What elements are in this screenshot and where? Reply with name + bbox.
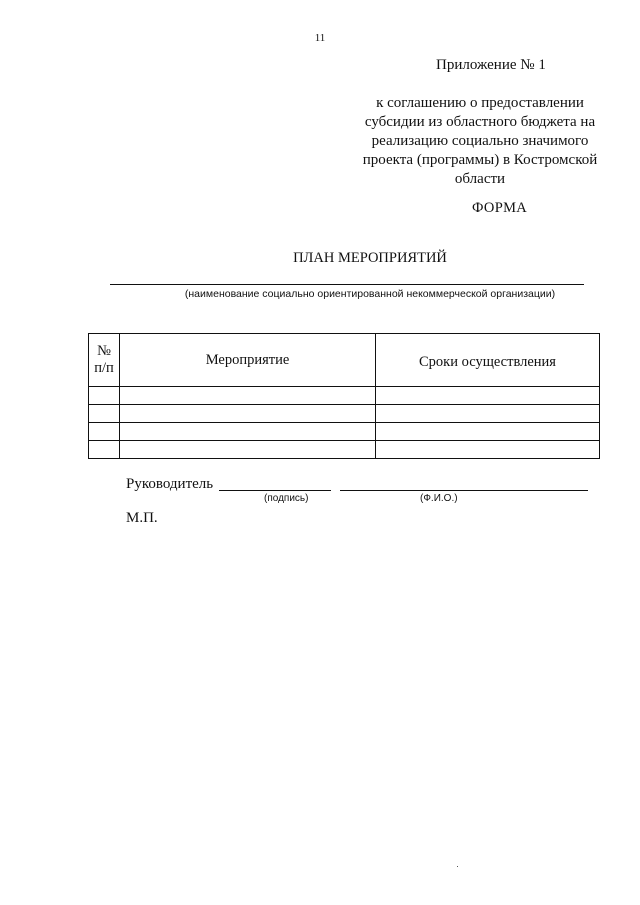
cell-dates[interactable] [376,441,600,459]
appendix-title: Приложение № 1 [436,57,546,73]
appendix-description-line: проекта (программы) в Костромской [362,152,598,168]
cell-dates[interactable] [376,387,600,405]
cell-number[interactable] [89,441,120,459]
cell-dates[interactable] [376,423,600,441]
signature-line[interactable] [219,490,331,491]
cell-event[interactable] [120,423,376,441]
stamp-label: М.П. [126,510,158,526]
header-event: Мероприятие [120,334,376,387]
cell-event[interactable] [120,441,376,459]
appendix-description-line: к соглашению о предоставлении [376,95,584,111]
organization-name-caption: (наименование социально ориентированной некоммерческой организации) [184,288,556,300]
table-row [89,423,600,441]
cell-event[interactable] [120,405,376,423]
full-name-caption: (Ф.И.О.) [420,493,458,504]
appendix-description-line: реализацию социально значимого [371,133,589,149]
header-number-line2: п/п [94,360,114,376]
cell-number[interactable] [89,387,120,405]
table-row [89,405,600,423]
plan-title: ПЛАН МЕРОПРИЯТИЙ [293,250,447,266]
appendix-description [330,94,630,189]
table-header-row [89,334,600,387]
scan-speck [457,866,458,867]
events-table [88,333,600,459]
organization-name-line [110,284,584,285]
cell-number[interactable] [89,405,120,423]
table-row [89,387,600,405]
header-number [89,334,120,387]
signature-caption: (подпись) [264,493,309,504]
header-dates: Сроки осуществления [376,334,600,387]
form-label: ФОРМА [472,200,528,216]
appendix-description-line: области [454,171,506,187]
page-number: 11 [314,32,326,44]
head-label: Руководитель [126,476,214,492]
header-number-line1: № [97,343,111,359]
cell-dates[interactable] [376,405,600,423]
cell-event[interactable] [120,387,376,405]
full-name-line[interactable] [340,490,588,491]
table-row [89,441,600,459]
appendix-description-line: субсидии из областного бюджета на [364,114,596,130]
cell-number[interactable] [89,423,120,441]
